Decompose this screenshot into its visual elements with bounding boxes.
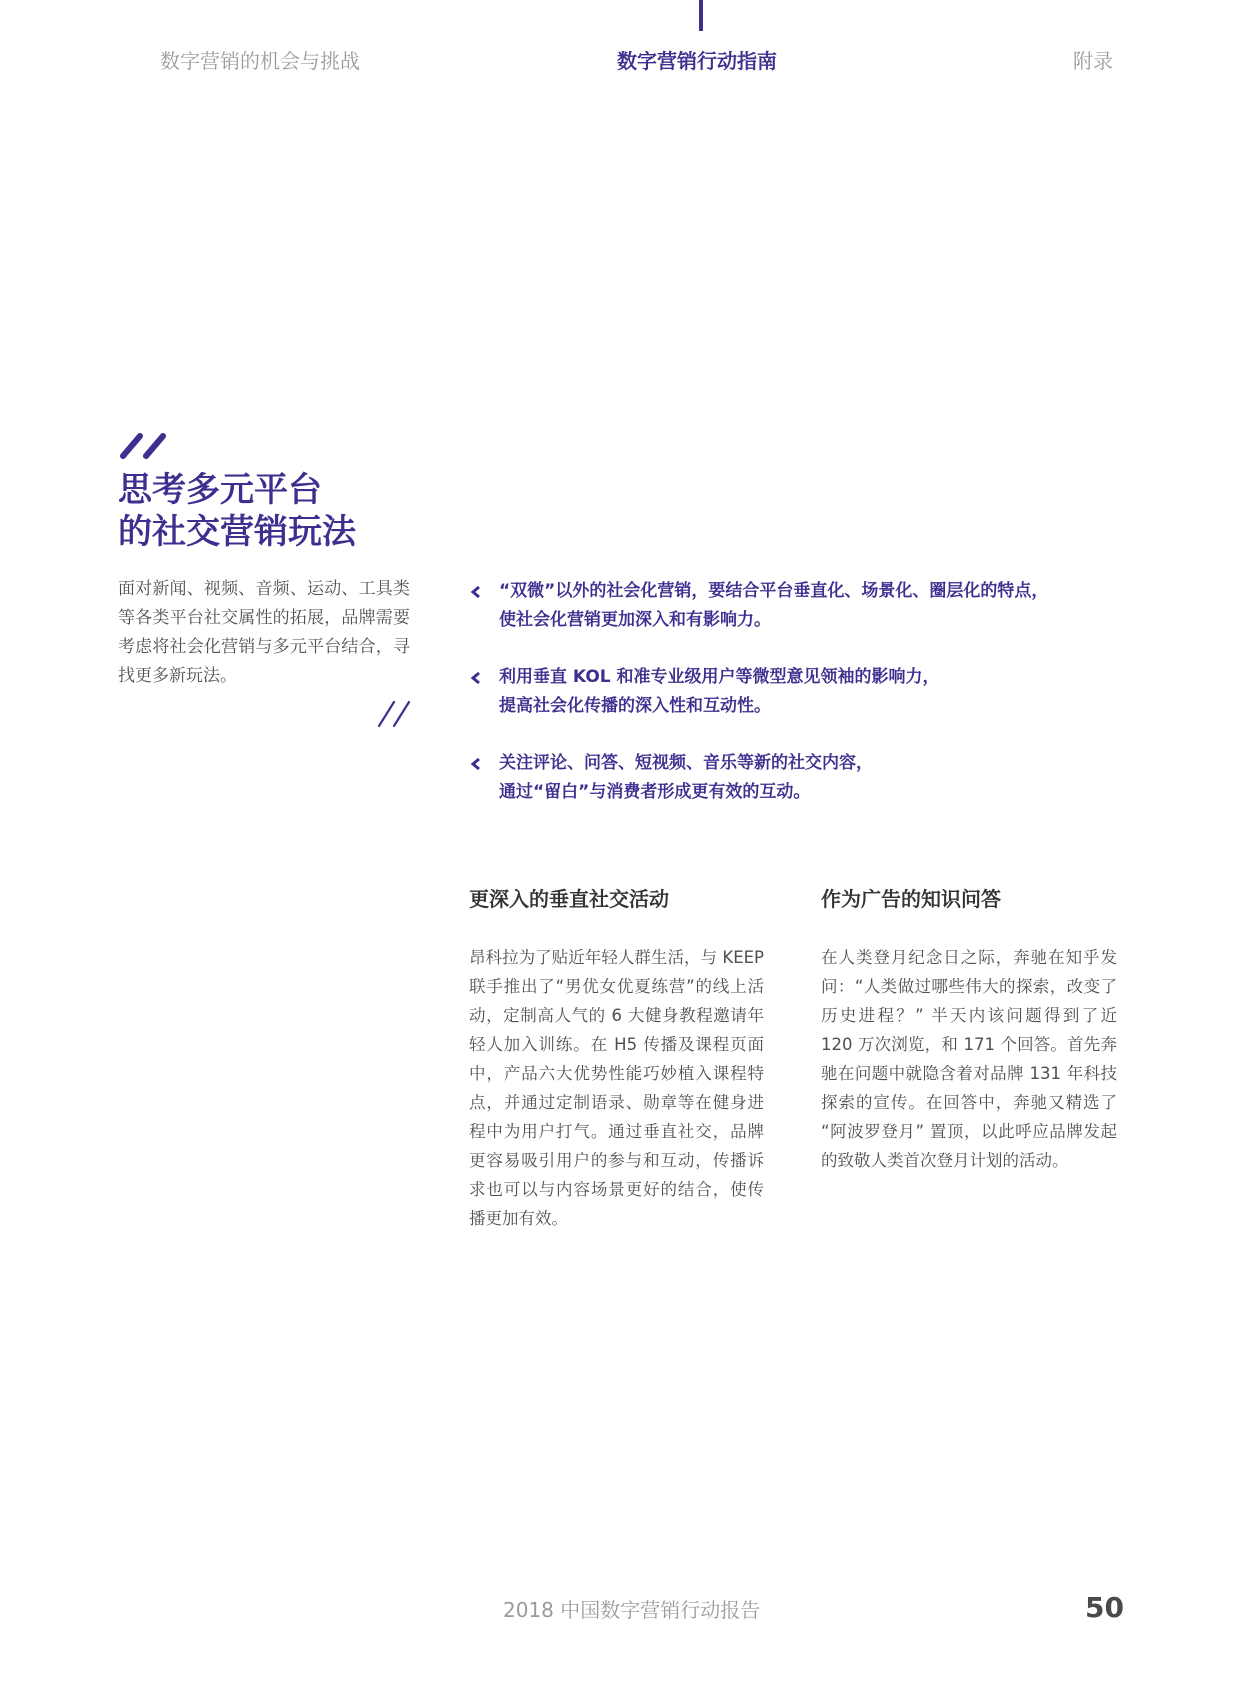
key-points-list: [468, 577, 1128, 835]
key-point-item: [468, 663, 1128, 721]
key-point-line: 使社会化营销更加深入和有影响力。: [499, 610, 771, 630]
section-title-line: 的社交营销玩法: [118, 512, 356, 552]
nav-item-opportunities[interactable]: 数字营销的机会与挑战: [160, 49, 360, 73]
case-study-body: 在人类登月纪念日之际，奔驰在知乎发问：“人类做过哪些伟大的探索，改变了历史进程？” 半天内该问题得到了近 120 万次浏览，和 171 个回答。首先奔驰在问题中就隐含着对品牌 131 年科技探索的宣传。在回答中，奔驰又精选了 “阿波罗登月” 置顶，以此呼应品牌发起的致敬人类首次登月计划的活动。: [821, 948, 1117, 1170]
report-title-footer: 2018 中国数字营销行动报告: [503, 1598, 761, 1622]
key-point-item: [468, 749, 1128, 807]
case-study-heading: 更深入的垂直社交活动: [469, 887, 669, 911]
section-title: [118, 469, 356, 553]
chevron-left-icon: [470, 757, 481, 771]
nav-item-action-guide[interactable]: 数字营销行动指南: [617, 49, 777, 73]
case-study-column-vertical-social: [469, 883, 764, 1233]
active-nav-indicator: [699, 0, 703, 31]
case-study-heading: 作为广告的知识问答: [821, 887, 1001, 911]
section-title-line: 思考多元平台: [118, 470, 322, 510]
double-slash-icon: [119, 433, 169, 459]
chevron-left-icon: [470, 585, 481, 599]
key-point-line: 关注评论、问答、短视频、音乐等新的社交内容，: [499, 753, 873, 773]
case-study-column-knowledge-qa: [821, 883, 1117, 1175]
page-number: 50: [1085, 1591, 1124, 1624]
key-point-line: 利用垂直 KOL 和准专业级用户等微型意见领袖的影响力，: [499, 667, 940, 687]
double-slash-icon: [377, 700, 412, 728]
section-intro: 面对新闻、视频、音频、运动、工具类等各类平台社交属性的拓展，品牌需要考虑将社会化营销与多元平台结合，寻找更多新玩法。: [118, 579, 410, 686]
case-study-body: 昂科拉为了贴近年轻人群生活，与 KEEP 联手推出了“男优女优夏练营”的线上活动，定制高人气的 6 大健身教程邀请年轻人加入训练。在 H5 传播及课程页面中，产品六大优势性能巧妙植入课程特点，并通过定制语录、勋章等在健身进程中为用户打气。通过垂直社交，品牌更容易吸引用户的参与和互动，传播诉求也可以与内容场景更好的结合，使传播更加有效。: [469, 948, 764, 1228]
key-point-line: 提高社会化传播的深入性和互动性。: [499, 696, 771, 716]
key-point-line: “双微”以外的社会化营销，要结合平台垂直化、场景化、圈层化的特点，: [499, 581, 1049, 601]
chevron-left-icon: [470, 671, 481, 685]
key-point-line: 通过“留白”与消费者形成更有效的互动。: [499, 782, 811, 802]
key-point-item: [468, 577, 1128, 635]
nav-item-appendix[interactable]: 附录: [1073, 49, 1113, 73]
